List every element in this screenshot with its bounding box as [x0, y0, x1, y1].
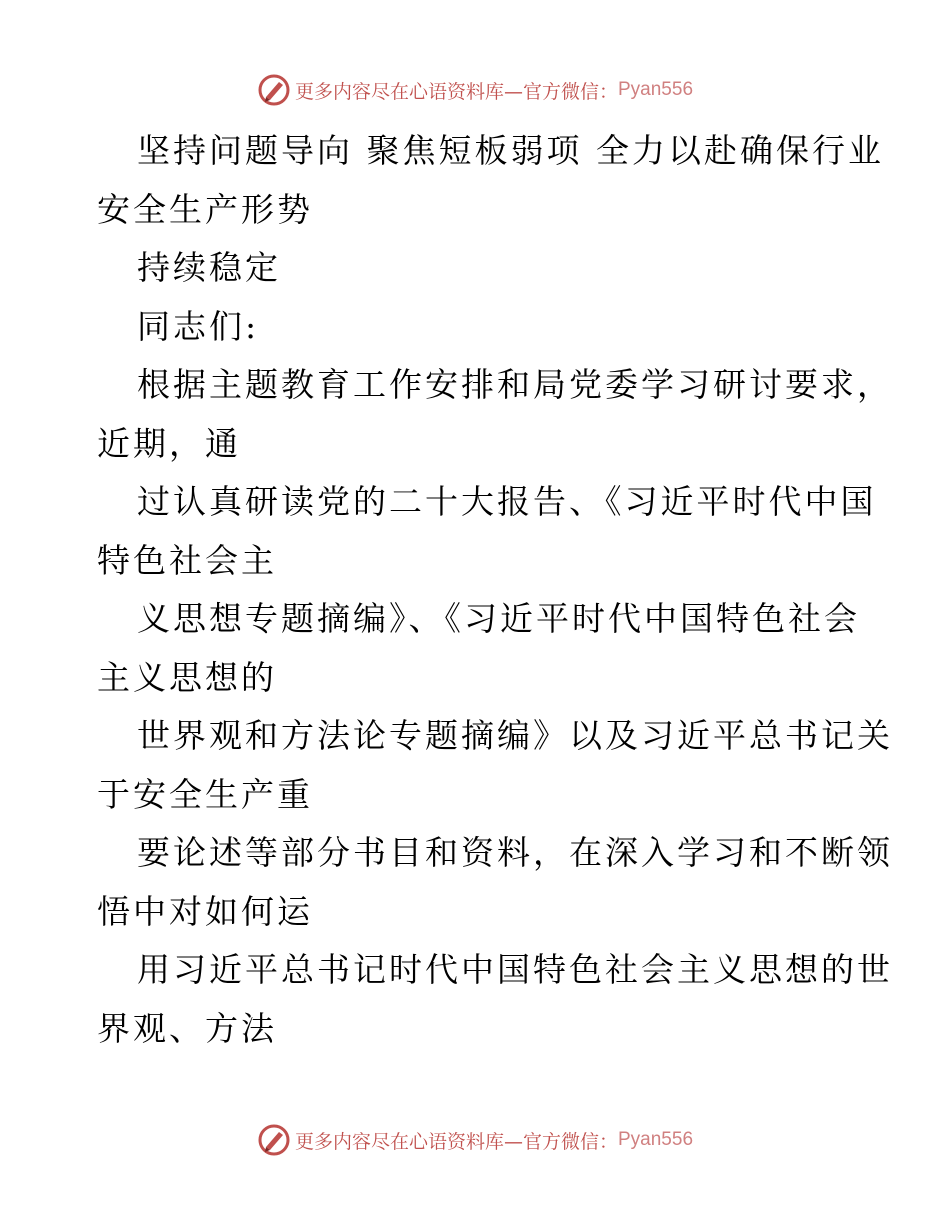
header-watermark: [0, 70, 950, 110]
text-line: 坚持问题导向 聚焦短板弱项 全力以赴确保行业: [137, 131, 884, 170]
document-body: [97, 122, 893, 1058]
text-line: 同志们:: [137, 306, 260, 346]
wechat-id: Pyan556: [618, 1129, 694, 1150]
pen-logo-icon: [257, 1123, 291, 1157]
text-line: 世界观和方法论专题摘编》以及习近平总书记关: [137, 716, 893, 755]
pen-logo-icon: [257, 73, 291, 107]
text-line: 界观、方法: [97, 1008, 277, 1048]
text-line: 用习近平总书记时代中国特色社会主义思想的世: [137, 950, 893, 989]
text-line: 近期，通: [97, 423, 241, 463]
text-line: 特色社会主: [97, 540, 277, 580]
text-line: 持续稳定: [137, 248, 281, 287]
text-line: 根据主题教育工作安排和局党委学习研讨要求，: [137, 365, 893, 404]
text-line: 于安全生产重: [97, 774, 313, 814]
text-line: 要论述等部分书目和资料，在深入学习和不断领: [137, 833, 893, 872]
wechat-id: Pyan556: [618, 79, 694, 100]
text-line: 主义思想的: [97, 657, 277, 697]
text-line: 安全生产形势: [97, 189, 313, 229]
watermark-text: 更多内容尽在心语资料库—官方微信：: [294, 1130, 618, 1153]
watermark-text: 更多内容尽在心语资料库—官方微信：: [294, 80, 618, 103]
text-line: 悟中对如何运: [97, 891, 313, 931]
text-line: 义思想专题摘编》、《习近平时代中国特色社会: [137, 599, 860, 638]
text-line: 过认真研读党的二十大报告、《习近平时代中国: [137, 482, 877, 521]
footer-watermark: [0, 1120, 950, 1160]
